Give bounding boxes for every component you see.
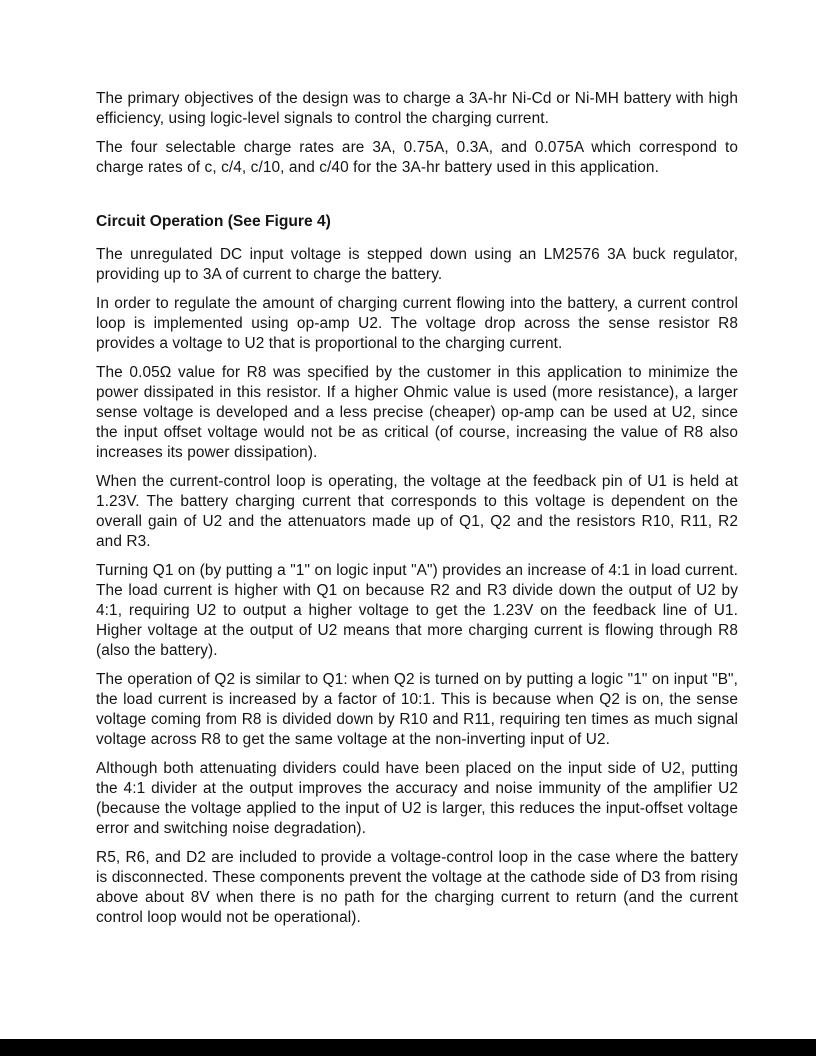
body-paragraph: In order to regulate the amount of charging current flowing into the battery, a current control loop is implemented using op-amp U2. The voltage drop across the sense resistor R8 provides a voltage to U2 that is proportional to the charging current. — [96, 295, 738, 352]
intro-paragraph: The four selectable charge rates are 3A, 0.75A, 0.3A, and 0.075A which correspond to charge rates of c, c/4, c/10, and c/40 for the 3A-hr battery used in this application. — [96, 139, 738, 176]
body-paragraph: The 0.05Ω value for R8 was specified by the customer in this application to minimize the power dissipated in this resistor. If a higher Ohmic value is used (more resistance), a larger sense voltage is developed and a less precise (cheaper) op-amp can be used at U2, since the input offset voltage would not be as critical (of course, increasing the value of R8 also increases its power dissipation). — [96, 364, 738, 461]
page-content — [96, 89, 738, 937]
body-paragraph: The unregulated DC input voltage is stepped down using an LM2576 3A buck regulator, providing up to 3A of current to charge the battery. — [96, 246, 738, 283]
bottom-black-bar — [0, 1039, 816, 1056]
body-paragraph: Turning Q1 on (by putting a "1" on logic input "A") provides an increase of 4:1 in load current. The load current is higher with Q1 on because R2 and R3 divide down the output of U2 by 4:1, requiring U2 to output a higher voltage to get the 1.23V on the feedback line of U1. Higher voltage at the output of U2 means that more charging current is flowing through R8 (also the battery). — [96, 562, 738, 659]
body-paragraph: The operation of Q2 is similar to Q1: when Q2 is turned on by putting a logic "1" on input "B", the load current is increased by a factor of 10:1. This is because when Q2 is on, the sense voltage coming from R8 is divided down by R10 and R11, requiring ten times as much signal voltage across R8 to get the same voltage at the non-inverting input of U2. — [96, 671, 738, 748]
body-paragraph: When the current-control loop is operating, the voltage at the feedback pin of U1 is held at 1.23V. The battery charging current that corresponds to this voltage is dependent on the overall gain of U2 and the attenuators made up of Q1, Q2 and the resistors R10, R11, R2 and R3. — [96, 473, 738, 550]
section-heading: Circuit Operation (See Figure 4) — [96, 213, 331, 230]
intro-paragraph: The primary objectives of the design was to charge a 3A-hr Ni-Cd or Ni-MH battery with high efficiency, using logic-level signals to control the charging current. — [96, 90, 738, 127]
body-paragraph: Although both attenuating dividers could have been placed on the input side of U2, putting the 4:1 divider at the output improves the accuracy and noise immunity of the amplifier U2 (because the voltage applied to the input of U2 is larger, this reduces the input-offset voltage error and switching noise degradation). — [96, 760, 738, 837]
body-paragraph: R5, R6, and D2 are included to provide a voltage-control loop in the case where the battery is disconnected. These components prevent the voltage at the cathode side of D3 from rising above about 8V when there is no path for the charging current to return (and the current control loop would not be operational). — [96, 849, 738, 926]
